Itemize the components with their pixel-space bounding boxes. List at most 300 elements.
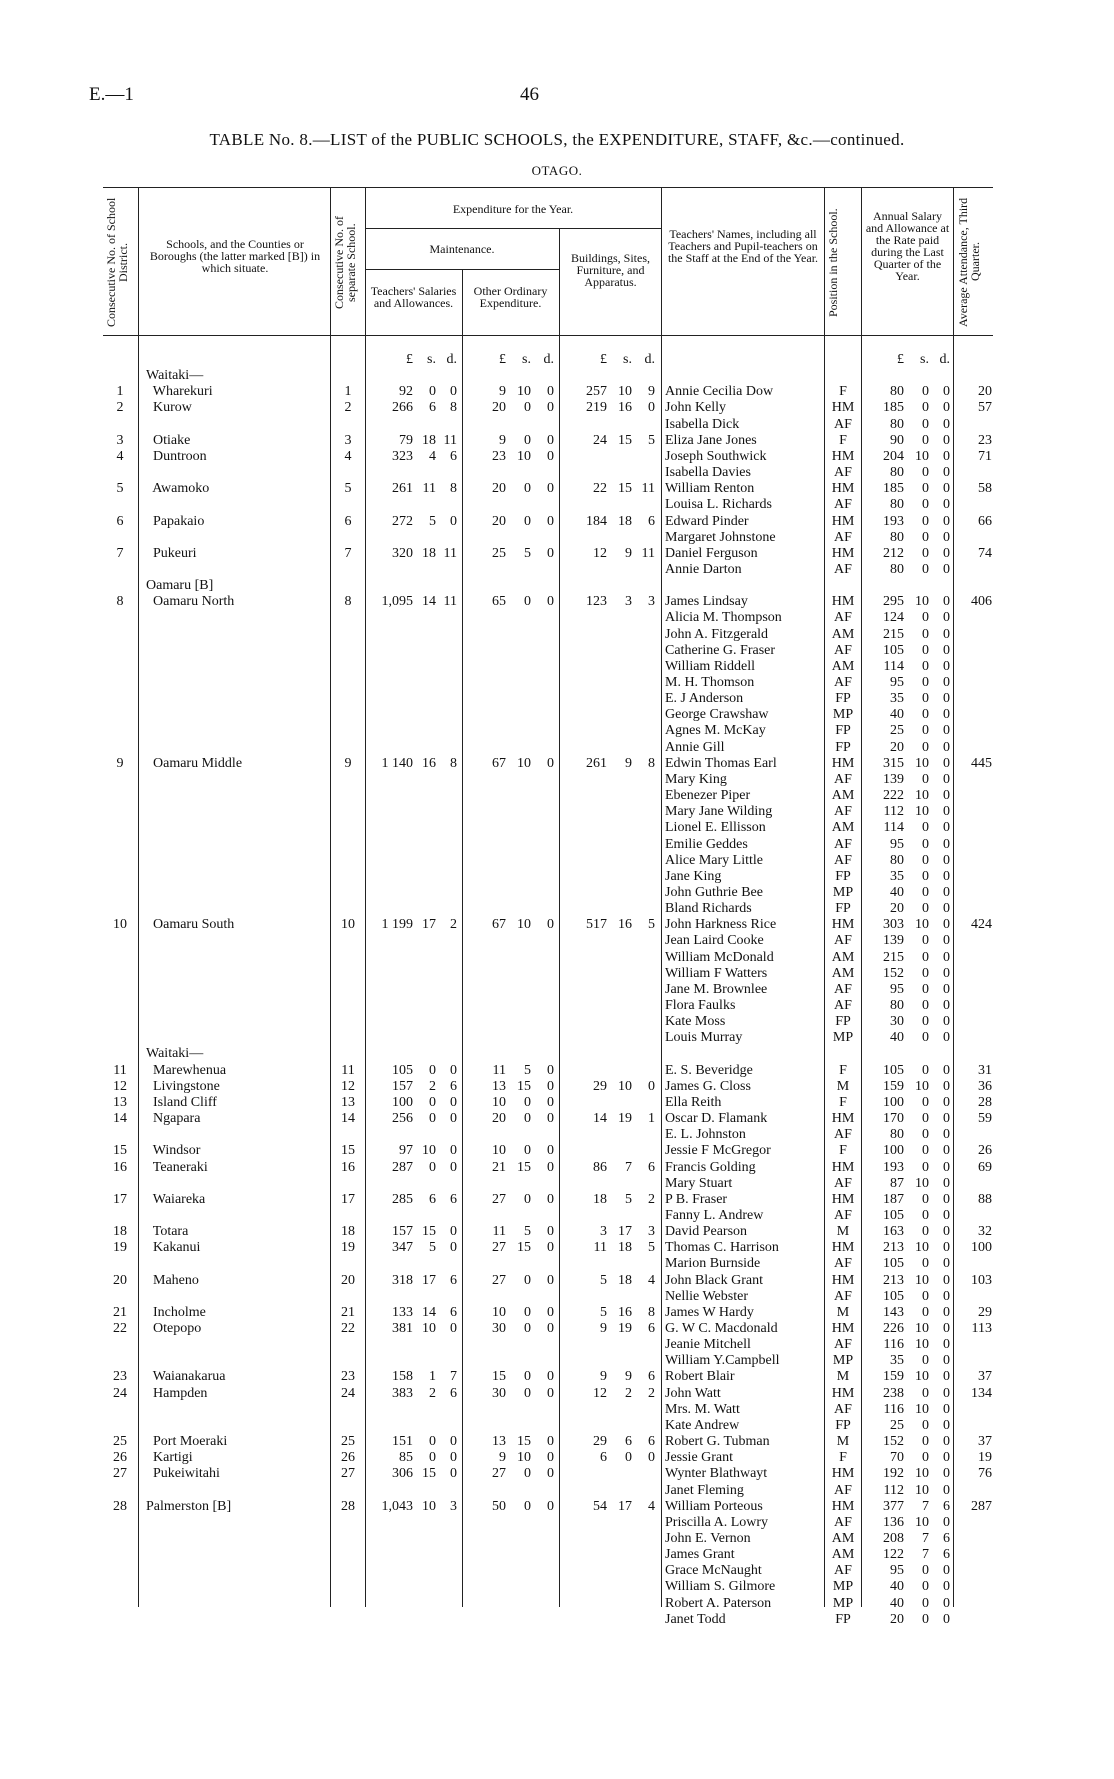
header-top-rule [103,187,993,188]
cell-o2: 15 [517,1434,531,1449]
cell-a1: 80 [890,561,904,577]
cell-a3: 0 [943,723,950,739]
cell-a3: 0 [943,481,950,497]
cell-o2: 0 [524,594,531,610]
cell-t: Oscar D. Flamank [665,1111,768,1126]
cell-b2: 15 [618,481,632,497]
cell-s3: 0 [450,1466,457,1482]
cell-a3: 0 [943,1175,950,1191]
table-row [0,1014,1114,1030]
cell-a2: 10 [915,1514,929,1530]
cell-sch: Waiareka [146,1191,206,1207]
cell-a2: 10 [915,1240,929,1256]
table-row [0,1531,1114,1547]
cell-a3: 0 [943,1611,950,1627]
cell-a2: 0 [922,610,929,626]
cell-dn: 18 [113,1224,127,1240]
cell-a1: 213 [883,1272,904,1288]
cell-a3: 0 [943,884,950,900]
cell-o1: 30 [492,1321,506,1336]
cell-sch: Marewhenua [146,1062,227,1078]
cell-b3: 6 [648,1321,655,1336]
cell-s2: 15 [422,1466,436,1482]
cell-a2: 0 [922,981,929,997]
cell-p: HM [831,1191,855,1207]
cell-sch: Oamaru South [146,917,235,933]
cell-sn: 9 [344,755,352,771]
cell-s3: 0 [450,384,457,400]
cell-a3: 0 [943,1111,950,1126]
cell-p: FP [835,901,851,917]
cell-a2: 0 [922,1014,929,1030]
cell-a1: 159 [883,1369,904,1385]
cell-p: AF [834,1288,852,1304]
cell-a3: 0 [943,1014,950,1030]
cell-p: AF [834,497,852,513]
cell-o1: 9 [499,432,506,448]
unit-label: £ [406,352,413,367]
cell-s3: 0 [450,1450,457,1466]
cell-a3: 0 [943,642,950,658]
cell-sch: Kurow [146,400,192,416]
cell-sn: 22 [341,1321,355,1336]
cell-s3: 0 [450,1062,457,1078]
cell-a3: 0 [943,610,950,626]
expenditure-rule [365,228,661,229]
cell-p: MP [832,707,854,723]
table-row [0,885,1114,901]
cell-o3: 0 [547,400,554,416]
cell-a1: 80 [890,416,904,432]
cell-o2: 0 [524,1111,531,1126]
cell-b2: 17 [618,1224,632,1240]
unit-label: d. [543,352,554,367]
cell-s2: 0 [429,1111,436,1126]
cell-a3: 0 [943,1240,950,1256]
cell-s1: 320 [392,545,413,561]
cell-s1: 266 [392,400,413,416]
cell-t: Edward Pinder [665,513,749,529]
cell-t: Nellie Webster [665,1288,748,1304]
cell-a3: 0 [943,1434,950,1449]
cell-s3: 7 [450,1369,457,1385]
cell-a3: 0 [943,998,950,1013]
cell-s3: 11 [443,545,457,561]
cell-a2: 0 [922,1111,929,1126]
unit-label: s. [623,352,632,367]
cell-o2: 10 [517,755,531,771]
cell-a3: 0 [943,1191,950,1207]
cell-s1: 1,043 [381,1498,413,1514]
cell-a1: 80 [890,852,904,868]
cell-b1: 184 [586,513,607,529]
cell-o1: 27 [492,1240,506,1256]
cell-a3: 0 [943,1272,950,1288]
cell-p: M [836,1369,850,1385]
cell-t: James W Hardy [665,1304,754,1320]
cell-p: FP [835,1611,851,1627]
table-row [0,368,1114,384]
cell-s3: 6 [450,448,457,464]
cell-s3: 0 [450,1240,457,1256]
cell-a1: 112 [883,804,904,820]
cell-b2: 10 [618,384,632,400]
cell-p: AF [834,465,852,480]
cell-s2: 10 [422,1498,436,1514]
table-row [0,1353,1114,1369]
cell-t: Wynter Blathwayt [665,1466,768,1482]
cell-t: Agnes M. McKay [665,723,766,739]
cell-sn: 10 [341,917,355,933]
cell-s1: 1 140 [381,755,413,771]
cell-t: Janet Todd [665,1611,726,1627]
table-row [0,514,1114,530]
cell-sn: 16 [341,1159,355,1175]
cell-a3: 0 [943,1353,950,1369]
cell-dn: 2 [116,400,124,416]
table-row [0,1596,1114,1612]
cell-b2: 18 [618,1240,632,1256]
cell-s1: 272 [392,513,413,529]
cell-b2: 19 [618,1321,632,1336]
cell-a2: 0 [922,384,929,400]
cell-o2: 5 [524,1062,531,1078]
cell-a2: 0 [922,965,929,981]
cell-s1: 256 [392,1111,413,1126]
cell-a3: 0 [943,933,950,949]
cell-sn: 1 [344,384,352,400]
unit-label: d. [446,352,457,367]
cell-a3: 0 [943,384,950,400]
cell-b3: 6 [648,1369,655,1385]
cell-b1: 29 [593,1434,607,1449]
cell-o3: 0 [547,1369,554,1385]
cell-o2: 0 [524,1385,531,1401]
cell-a2: 10 [915,917,929,933]
cell-att: 23 [978,432,992,448]
cell-sn: 27 [341,1466,355,1482]
cell-att: 57 [978,400,992,416]
cell-sch: Teaneraki [146,1159,208,1175]
table-row [0,433,1114,449]
cell-a1: 215 [883,949,904,965]
cell-sn: 26 [341,1450,355,1466]
cell-b3: 11 [641,481,655,497]
cell-o3: 0 [547,448,554,464]
cell-a3: 0 [943,1062,950,1078]
cell-b3: 0 [648,400,655,416]
cell-att: 32 [978,1224,992,1240]
cell-att: 37 [978,1434,992,1449]
table-row [0,820,1114,836]
cell-o2: 0 [524,1143,531,1159]
table-row [0,1579,1114,1595]
cell-o3: 0 [547,1466,554,1482]
cell-t: Robert A. Paterson [665,1595,772,1611]
cell-sn: 25 [341,1434,355,1449]
cell-b2: 3 [625,594,632,610]
cell-p: AF [834,998,852,1013]
col-attendance: Average Attendance, Third Quarter. [956,197,982,327]
cell-a1: 114 [883,820,904,836]
cell-dn: 22 [113,1321,127,1336]
table-row [0,1563,1114,1579]
cell-a3: 0 [943,917,950,933]
cell-a3: 0 [943,1127,950,1143]
cell-a3: 0 [943,1417,950,1433]
cell-t: Jean Laird Cooke [665,933,764,949]
cell-a2: 7 [922,1530,929,1546]
cell-a1: 185 [883,481,904,497]
cell-a3: 0 [943,868,950,884]
cell-t: James Lindsay [665,594,748,610]
cell-sn: 19 [341,1240,355,1256]
cell-a1: 80 [890,998,904,1013]
cell-sn: 12 [341,1078,355,1094]
cell-a3: 0 [943,1466,950,1482]
cell-a3: 0 [943,852,950,868]
cell-a1: 40 [890,1579,904,1595]
table-row [0,1176,1114,1192]
cell-s1: 157 [392,1224,413,1240]
cell-s3: 11 [443,594,457,610]
cell-b2: 15 [618,432,632,448]
cell-p: FP [835,1417,851,1433]
unit-label: d. [644,352,655,367]
cell-a2: 0 [922,626,929,642]
cell-a2: 0 [922,836,929,852]
cell-t: Isabella Davies [665,465,751,480]
cell-b2: 16 [618,1304,632,1320]
cell-dn: 23 [113,1369,127,1385]
cell-o3: 0 [547,513,554,529]
cell-p: HM [831,755,855,771]
cell-a1: 95 [890,675,904,690]
cell-att: 103 [971,1272,992,1288]
cell-b1: 29 [593,1078,607,1094]
cell-t: William F Watters [665,965,768,981]
cell-sch: Kartigi [146,1450,193,1466]
cell-a2: 0 [922,481,929,497]
cell-a1: 226 [883,1321,904,1336]
cell-a3: 0 [943,836,950,852]
cell-s1: 85 [399,1450,413,1466]
cell-s1: 97 [399,1143,413,1159]
cell-a1: 40 [890,707,904,723]
cell-o3: 0 [547,594,554,610]
cell-o3: 0 [547,1434,554,1449]
cell-a3: 0 [943,771,950,787]
cell-a1: 95 [890,1563,904,1579]
cell-a3: 0 [943,1030,950,1046]
cell-a1: 40 [890,884,904,900]
cell-o3: 0 [547,1321,554,1336]
cell-b3: 2 [648,1191,655,1207]
cell-s3: 0 [450,1224,457,1240]
cell-a3: 0 [943,658,950,674]
cell-p: HM [831,594,855,610]
table-row [0,627,1114,643]
cell-t: P B. Fraser [665,1191,728,1207]
table-row [0,1192,1114,1208]
unit-label: £ [897,352,904,367]
cell-a3: 0 [943,1288,950,1304]
cell-dn: 19 [113,1240,127,1256]
table-row [0,1256,1114,1272]
cell-s2: 17 [422,917,436,933]
cell-sn: 23 [341,1369,355,1385]
table-row [0,1289,1114,1305]
cell-att: 76 [978,1466,992,1482]
cell-o3: 0 [547,1062,554,1078]
cell-sch: Oamaru Middle [146,755,243,771]
cell-att: 445 [971,755,992,771]
cell-b3: 11 [641,545,655,561]
cell-dn: 12 [113,1078,127,1094]
cell-t: Lionel E. Ellisson [665,820,766,836]
cell-a2: 0 [922,658,929,674]
cell-b3: 4 [648,1498,655,1514]
cell-dn: 3 [116,432,124,448]
cell-a3: 0 [943,1304,950,1320]
cell-t: Flora Faulks [665,998,736,1013]
cell-p: M [836,1224,850,1240]
cell-t: William S. Gilmore [665,1579,776,1595]
cell-dn: 16 [113,1159,127,1175]
cell-s1: 100 [392,1094,413,1110]
cell-s2: 5 [429,513,436,529]
table-row [0,1499,1114,1515]
cell-t: Isabella Dick [665,416,740,432]
cell-a1: 187 [883,1191,904,1207]
cell-p: AF [834,675,852,690]
table-row [0,546,1114,562]
cell-a3: 0 [943,529,950,545]
cell-o2: 0 [524,1369,531,1385]
cell-s2: 1 [429,1369,436,1385]
cell-s2: 4 [429,448,436,464]
cell-a3: 0 [943,1401,950,1417]
cell-s2: 14 [422,1304,436,1320]
cell-p: HM [831,545,855,561]
cell-t: Mary Jane Wilding [665,804,773,820]
cell-t: Ella Reith [665,1094,722,1110]
cell-att: 19 [978,1450,992,1466]
cell-t: Janet Fleming [665,1482,744,1498]
table-row [0,1305,1114,1321]
cell-a3: 0 [943,949,950,965]
cell-a2: 0 [922,497,929,513]
cell-o1: 20 [492,1111,506,1126]
cell-a2: 0 [922,868,929,884]
cell-a1: 212 [883,545,904,561]
cell-o2: 10 [517,384,531,400]
cell-dn: 15 [113,1143,127,1159]
region-heading: OTAGO. [531,163,583,178]
col-other: Other Ordinary Expenditure. [473,284,548,310]
cell-a1: 20 [890,1611,904,1627]
cell-t: John Kelly [665,400,727,416]
cell-o3: 0 [547,1094,554,1110]
cell-o2: 0 [524,481,531,497]
cell-s3: 8 [450,481,457,497]
cell-sn: 17 [341,1191,355,1207]
cell-b3: 0 [648,1450,655,1466]
cell-a3: 0 [943,981,950,997]
cell-a2: 10 [915,1369,929,1385]
cell-t: William Porteous [665,1498,763,1514]
cell-t: Daniel Ferguson [665,545,758,561]
cell-a2: 0 [922,998,929,1013]
cell-p: HM [831,448,855,464]
cell-s3: 0 [450,1434,457,1449]
cell-p: HM [831,1272,855,1288]
cell-s1: 287 [392,1159,413,1175]
table-row [0,1143,1114,1159]
col-buildings: Buildings, Sites, Furniture, and Apparatus. [570,251,650,289]
cell-b1: 219 [586,400,607,416]
cell-b2: 17 [618,1498,632,1514]
cell-a1: 40 [890,1030,904,1046]
cell-a1: 35 [890,691,904,707]
table-row [0,1612,1114,1628]
cell-att: 37 [978,1369,992,1385]
cell-dn: 4 [116,448,124,464]
cell-b2: 18 [618,513,632,529]
cell-p: AM [831,965,855,981]
cell-a2: 0 [922,771,929,787]
cell-a2: 0 [922,1304,929,1320]
cell-t: Louis Murray [665,1030,743,1046]
cell-s2: 10 [422,1143,436,1159]
table-row [0,1483,1114,1499]
cell-s2: 6 [429,400,436,416]
cell-sn: 11 [341,1062,355,1078]
table-row [0,837,1114,853]
cell-a1: 170 [883,1111,904,1126]
unit-label: s. [920,352,929,367]
cell-s3: 0 [450,513,457,529]
cell-sch: Waianakarua [146,1369,226,1385]
cell-sn: 6 [344,513,352,529]
table-row [0,417,1114,433]
cell-a1: 192 [883,1466,904,1482]
cell-att: 100 [971,1240,992,1256]
cell-att: 26 [978,1143,992,1159]
cell-a1: 315 [883,755,904,771]
cell-t: William Y.Campbell [665,1353,780,1369]
cell-a2: 7 [922,1498,929,1514]
cell-o3: 0 [547,432,554,448]
cell-p: HM [831,513,855,529]
table-row [0,756,1114,772]
cell-a3: 0 [943,1159,950,1175]
cell-att: 406 [971,594,992,610]
cell-b2: 2 [625,1385,632,1401]
cell-sn: 14 [341,1111,355,1126]
table-row [0,869,1114,885]
cell-o2: 0 [524,1321,531,1336]
cell-dn: 14 [113,1111,127,1126]
cell-p: HM [831,1385,855,1401]
cell-o1: 13 [492,1078,506,1094]
cell-b1: 11 [593,1240,607,1256]
cell-att: 88 [978,1191,992,1207]
cell-s2: 18 [422,545,436,561]
cell-o1: 27 [492,1272,506,1288]
cell-s3: 6 [450,1078,457,1094]
cell-a2: 0 [922,675,929,690]
